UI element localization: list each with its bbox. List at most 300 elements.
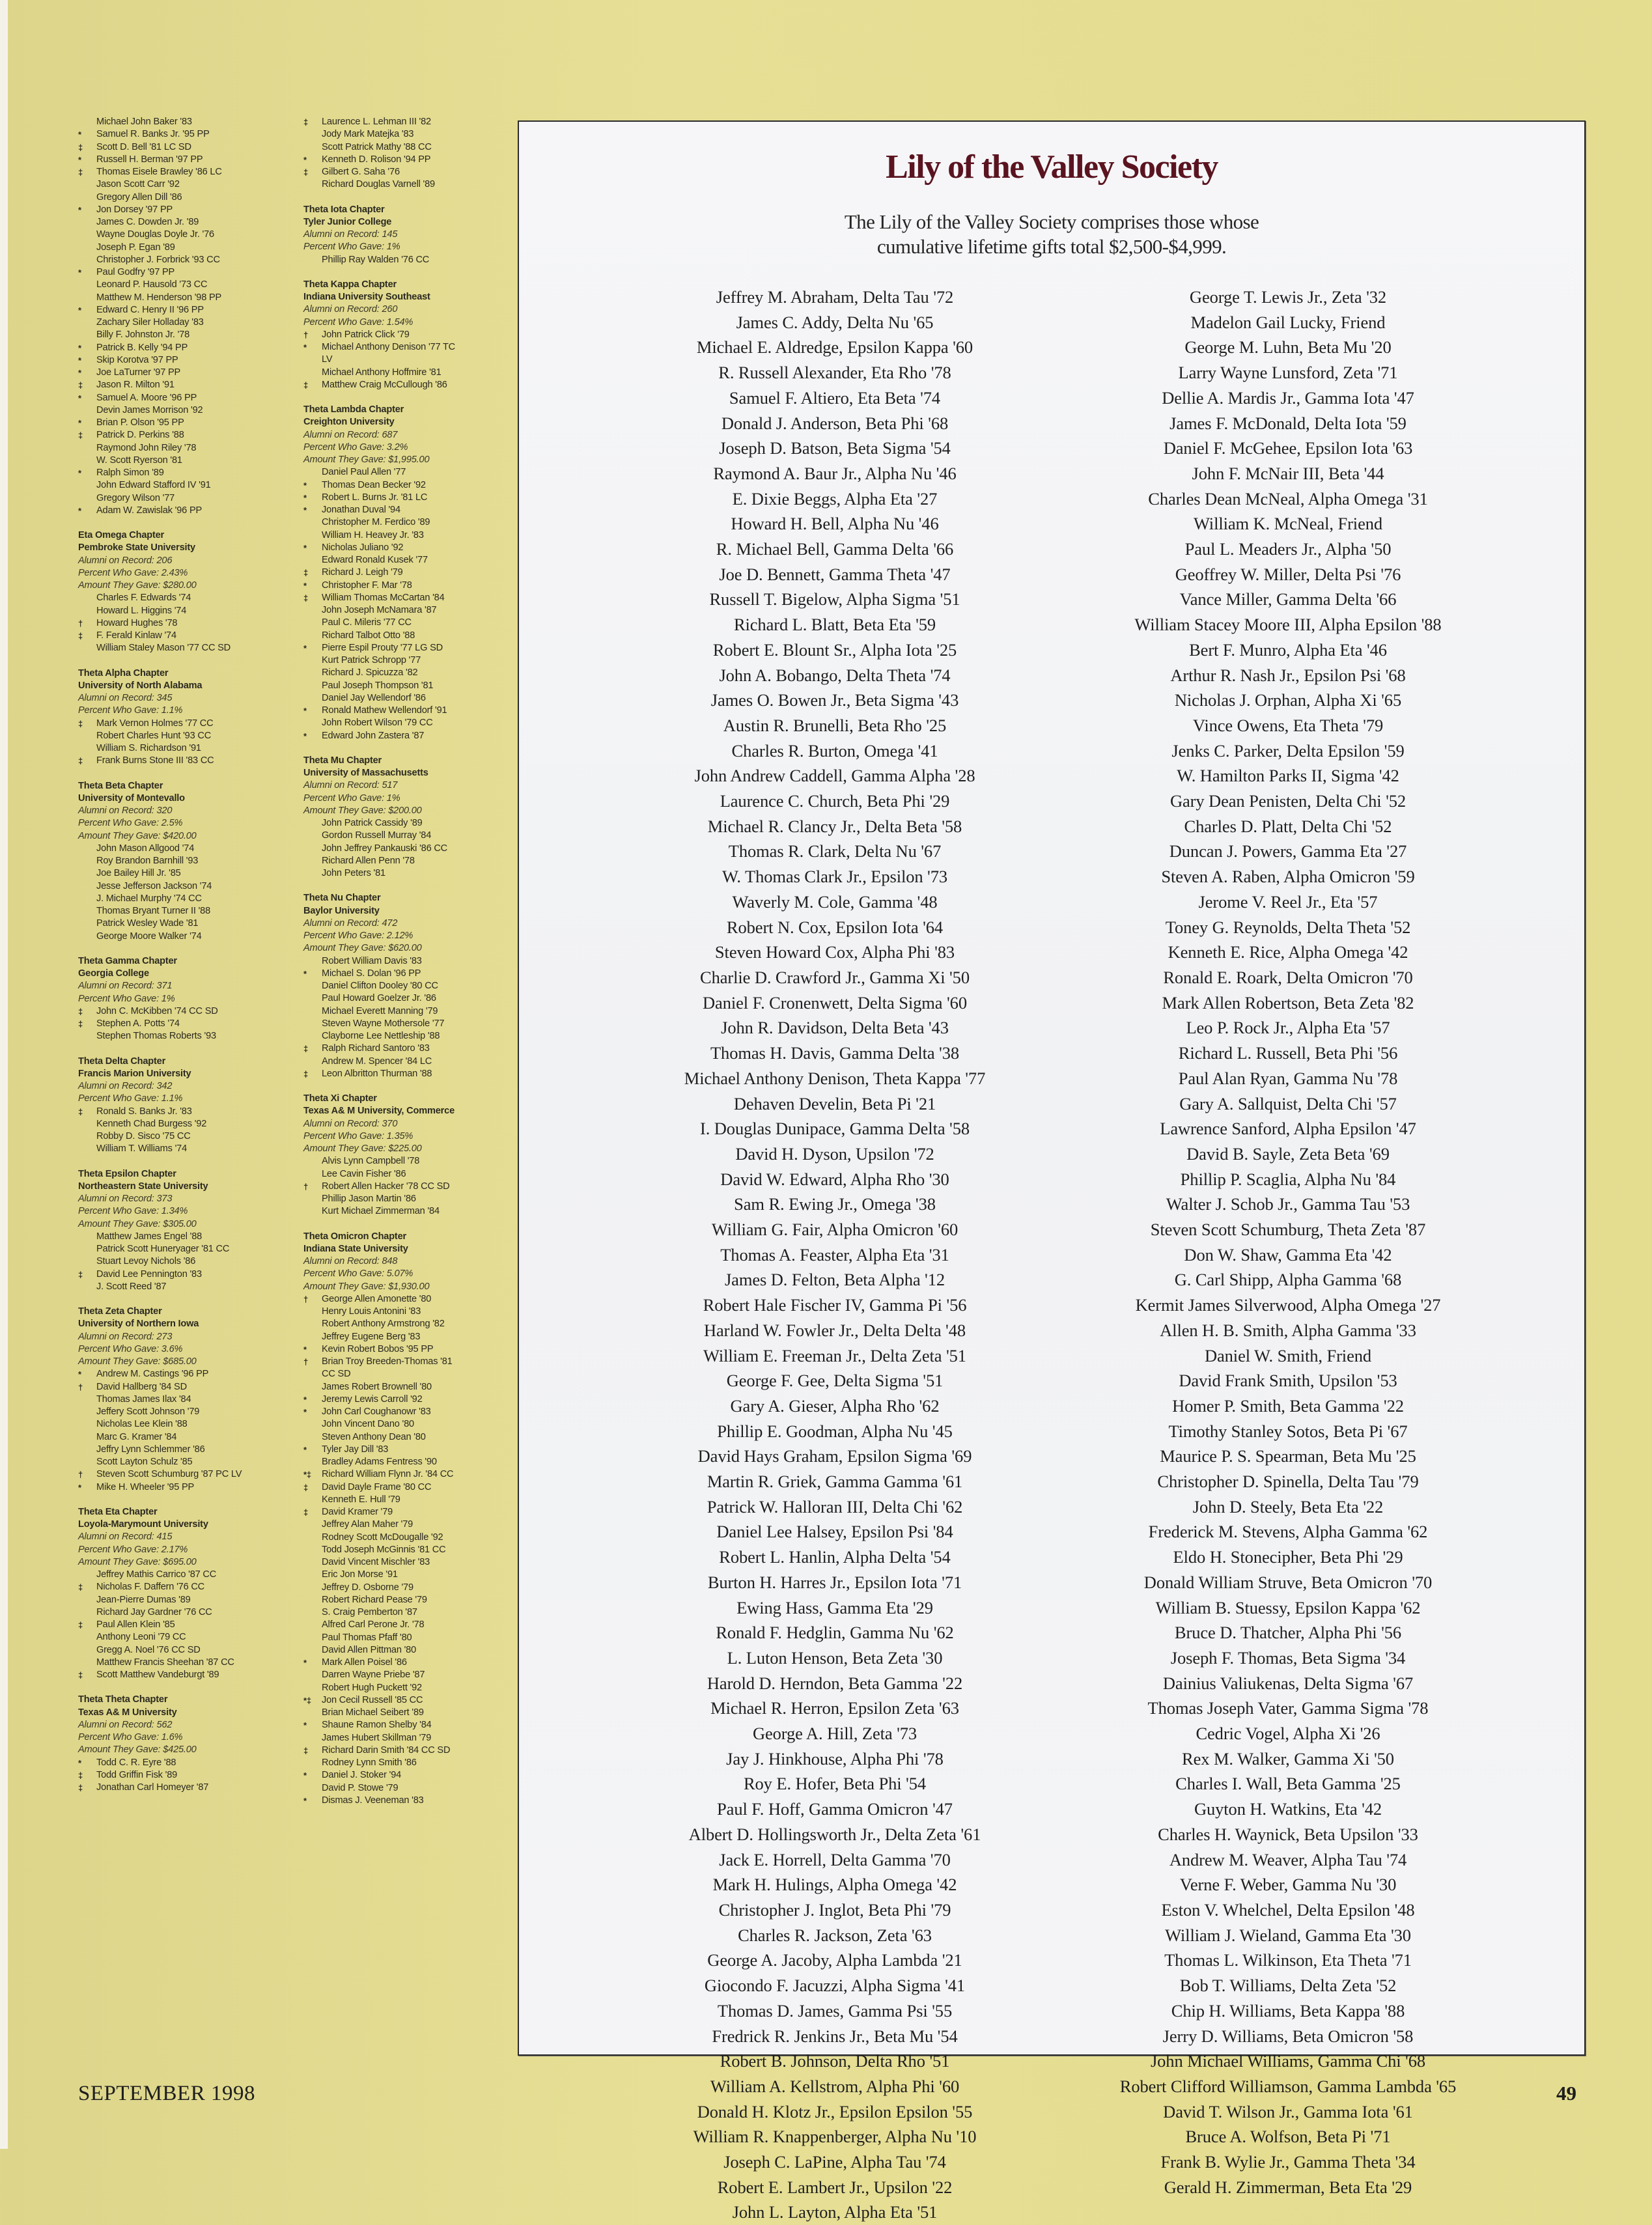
society-member: Robert E. Blount Sr., Alpha Iota '25 bbox=[712, 639, 957, 660]
society-member: George F. Gee, Delta Sigma '51 bbox=[726, 1371, 944, 1391]
member-name: David Allen Pittman '80 bbox=[322, 1644, 417, 1655]
chapter-title: Theta Epsilon Chapter bbox=[78, 1168, 176, 1179]
double-dagger-icon: ‡ bbox=[303, 167, 309, 177]
chapter-school: Loyola-Marymount University bbox=[78, 1519, 208, 1530]
member-name: Thomas James Ilax '84 bbox=[96, 1393, 191, 1405]
society-member: Roy E. Hofer, Beta Phi '54 bbox=[743, 1774, 927, 1794]
chapter-stat: Amount They Gave: $1,995.00 bbox=[303, 455, 430, 465]
member-name: Jon Cecil Russell '85 CC bbox=[322, 1694, 423, 1705]
member-name: Darren Wayne Priebe '87 bbox=[322, 1670, 425, 1681]
member-entry bbox=[303, 1318, 518, 1330]
society-member: Giocondo F. Jacuzzi, Alpha Sigma '41 bbox=[704, 1976, 966, 1996]
chapter-stat: Alumni on Record: 415 bbox=[78, 1532, 173, 1543]
member-entry bbox=[78, 1782, 293, 1794]
society-member: Ewing Hass, Gamma Eta '29 bbox=[736, 1597, 933, 1617]
member-entry bbox=[78, 905, 293, 917]
member-name: Kenneth Chad Burgess '92 bbox=[96, 1118, 207, 1129]
chapter-school: Creighton University bbox=[303, 417, 395, 428]
double-dagger-icon: ‡ bbox=[303, 568, 309, 578]
member-name: Joseph P. Egan '89 bbox=[96, 242, 175, 253]
member-entry bbox=[303, 1744, 518, 1757]
member-name: John Joseph McNamara '87 bbox=[322, 605, 437, 615]
member-name: Richard J. Spicuzza '82 bbox=[322, 667, 418, 679]
member-entry bbox=[303, 1331, 518, 1343]
society-member: David B. Sayle, Zeta Beta '69 bbox=[1186, 1143, 1390, 1164]
member-entry bbox=[303, 667, 518, 679]
member-name: Jean-Pierre Dumas '89 bbox=[96, 1594, 191, 1605]
chapter-stat: Alumni on Record: 848 bbox=[303, 1256, 398, 1266]
member-entry bbox=[303, 1293, 518, 1306]
member-name: Nicholas Juliano '92 bbox=[322, 542, 404, 553]
member-entry bbox=[303, 1518, 518, 1531]
society-member: Charles Dean McNeal, Alpha Omega '31 bbox=[1148, 488, 1428, 509]
society-member: G. Carl Shipp, Alpha Gamma '68 bbox=[1174, 1270, 1402, 1290]
chapter-stat: Percent Who Gave: 3.2% bbox=[303, 441, 408, 453]
chapter-section bbox=[78, 667, 293, 768]
member-entry bbox=[78, 1444, 293, 1456]
double-dagger-icon: ‡ bbox=[303, 380, 309, 390]
chapter-title: Theta Mu Chapter bbox=[303, 755, 382, 766]
member-entry bbox=[303, 1056, 518, 1068]
member-entry bbox=[303, 843, 518, 855]
member-entry bbox=[78, 1143, 293, 1155]
member-entry bbox=[303, 341, 518, 354]
member-entry bbox=[303, 955, 518, 968]
member-name: William Thomas McCartan '84 bbox=[322, 592, 445, 603]
society-member: Thomas A. Feaster, Alpha Eta '31 bbox=[720, 1244, 949, 1265]
member-name: Robert William Davis '83 bbox=[322, 955, 422, 966]
chapter-section bbox=[78, 780, 293, 943]
member-name: Todd Griffin Fisk '89 bbox=[96, 1769, 178, 1780]
asterisk-icon: * bbox=[303, 706, 307, 716]
member-name: Robby D. Sisco '75 CC bbox=[96, 1131, 191, 1141]
society-member: Jeffrey M. Abraham, Delta Tau '72 bbox=[716, 287, 954, 307]
double-dagger-icon: ‡ bbox=[303, 1507, 309, 1517]
society-title: Lily of the Valley Society bbox=[886, 148, 1218, 186]
member-name: Robert Hugh Puckett '92 bbox=[322, 1682, 422, 1693]
chapter-stat: Percent Who Gave: 1.34% bbox=[78, 1206, 188, 1217]
double-dagger-icon: ‡ bbox=[78, 380, 83, 391]
chapter-stat: Amount They Gave: $225.00 bbox=[303, 1143, 422, 1154]
member-entry bbox=[78, 1657, 293, 1669]
continuation-list bbox=[78, 116, 293, 517]
chapter-section bbox=[303, 755, 518, 880]
member-entry bbox=[78, 242, 293, 254]
member-entry bbox=[303, 1757, 518, 1769]
asterisk-icon: * bbox=[303, 1795, 307, 1806]
member-entry bbox=[303, 178, 518, 191]
chapter-section bbox=[303, 404, 518, 742]
society-member: Albert D. Hollingsworth Jr., Delta Zeta '61 bbox=[688, 1824, 981, 1844]
society-member: Thomas L. Wilkinson, Eta Theta '71 bbox=[1164, 1950, 1412, 1970]
member-name: Richard Talbot Otto '88 bbox=[322, 630, 415, 641]
society-member: Robert B. Johnson, Delta Rho '51 bbox=[720, 2051, 950, 2071]
member-name: Jeffery Scott Johnson '79 bbox=[96, 1406, 200, 1417]
chapter-school: Tyler Junior College bbox=[303, 216, 392, 227]
member-entry bbox=[78, 442, 293, 455]
member-name: Paul C. Mileris '77 CC bbox=[322, 617, 412, 628]
member-entry bbox=[78, 1106, 293, 1118]
society-member: Phillip P. Scaglia, Alpha Nu '84 bbox=[1180, 1169, 1396, 1189]
society-member: Russell T. Bigelow, Alpha Sigma '51 bbox=[709, 589, 960, 609]
chapter-title: Theta Delta Chapter bbox=[78, 1056, 166, 1067]
asterisk-icon: * bbox=[78, 418, 81, 428]
member-name: Jody Mark Matejka '83 bbox=[322, 129, 414, 140]
member-name: Richard Darin Smith '84 CC SD bbox=[322, 1744, 451, 1756]
member-name: John Robert Wilson '79 CC bbox=[322, 718, 433, 729]
description-line-1: The Lily of the Valley Society comprises those whose bbox=[844, 210, 1259, 233]
member-name: Scott D. Bell '81 LC SD bbox=[96, 141, 191, 152]
member-name: John Edward Stafford IV '91 bbox=[96, 480, 211, 491]
member-name: Phillip Jason Martin '86 bbox=[322, 1194, 416, 1204]
member-name: Daniel Paul Allen '77 bbox=[322, 467, 406, 478]
society-member: Larry Wayne Lunsford, Zeta '71 bbox=[1178, 363, 1398, 383]
member-name: Matthew Francis Sheehan '87 CC bbox=[96, 1657, 234, 1668]
member-entry bbox=[303, 604, 518, 617]
chapter-title: Theta Eta Chapter bbox=[78, 1506, 158, 1517]
member-entry bbox=[78, 367, 293, 379]
asterisk-icon: * bbox=[78, 355, 81, 365]
chapter-stat: Alumni on Record: 687 bbox=[303, 429, 398, 440]
society-member: James D. Felton, Beta Alpha '12 bbox=[724, 1270, 945, 1290]
member-name: Howard L. Higgins '74 bbox=[96, 605, 187, 616]
member-entry bbox=[303, 554, 518, 567]
chapter-title: Theta Zeta Chapter bbox=[78, 1306, 162, 1317]
society-member: William J. Wieland, Gamma Eta '30 bbox=[1165, 1925, 1411, 1945]
member-name: Laurence L. Lehman III '82 bbox=[322, 117, 431, 127]
chapter-title: Theta Alpha Chapter bbox=[78, 667, 169, 679]
member-entry bbox=[78, 1268, 293, 1281]
society-member: Thomas H. Davis, Gamma Delta '38 bbox=[710, 1043, 960, 1063]
member-entry bbox=[78, 931, 293, 943]
member-entry bbox=[78, 855, 293, 867]
member-entry bbox=[78, 605, 293, 617]
member-entry bbox=[78, 404, 293, 417]
member-entry bbox=[303, 1205, 518, 1218]
double-dagger-icon: ‡ bbox=[78, 1269, 83, 1280]
society-member: L. Luton Henson, Beta Zeta '30 bbox=[727, 1647, 943, 1668]
chapter-stat: Percent Who Gave: 2.17% bbox=[78, 1544, 188, 1555]
member-entry bbox=[303, 1719, 518, 1731]
member-name: Paul Howard Goelzer Jr. '86 bbox=[322, 993, 436, 1004]
member-name: Patrick Scott Huneryager '81 CC bbox=[96, 1244, 230, 1254]
chapter-title: Theta Omicron Chapter bbox=[303, 1231, 406, 1242]
member-name: Mark Vernon Holmes '77 CC bbox=[96, 718, 214, 729]
member-entry bbox=[303, 1669, 518, 1681]
member-name: Billy F. Johnston Jr. '78 bbox=[96, 329, 189, 341]
double-dagger-icon: ‡ bbox=[303, 1745, 309, 1756]
society-member: Patrick W. Halloran III, Delta Chi '62 bbox=[707, 1496, 963, 1517]
member-name: David Dayle Frame '80 CC bbox=[322, 1481, 432, 1492]
member-name: David P. Stowe '79 bbox=[322, 1782, 399, 1793]
dagger-icon: † bbox=[303, 329, 309, 340]
chapter-section bbox=[78, 1306, 293, 1494]
chapter-stat: Alumni on Record: 206 bbox=[78, 555, 173, 566]
society-member: Phillip E. Goodman, Alpha Nu '45 bbox=[717, 1421, 953, 1441]
member-entry bbox=[303, 980, 518, 992]
chapter-school: Georgia College bbox=[78, 968, 149, 979]
chapter-stat: Amount They Gave: $420.00 bbox=[78, 830, 197, 841]
member-entry bbox=[78, 304, 293, 316]
member-entry bbox=[303, 254, 518, 266]
member-name: Alfred Carl Perone Jr. '78 bbox=[322, 1619, 425, 1630]
chapter-school: Baylor University bbox=[303, 905, 380, 916]
asterisk-icon: * bbox=[303, 1344, 307, 1354]
member-entry bbox=[78, 342, 293, 354]
member-name: David Lee Pennington '83 bbox=[96, 1268, 202, 1280]
asterisk-icon: * bbox=[303, 154, 307, 165]
member-entry bbox=[78, 1118, 293, 1130]
member-name: Jeremy Lewis Carroll '92 bbox=[322, 1393, 423, 1405]
chapter-stat: Percent Who Gave: 1.6% bbox=[78, 1732, 183, 1742]
society-member: Harland W. Fowler Jr., Delta Delta '48 bbox=[703, 1320, 966, 1340]
asterisk-icon: * bbox=[78, 1757, 81, 1768]
asterisk-icon: * bbox=[78, 305, 81, 315]
member-entry bbox=[78, 1757, 293, 1769]
society-member: Joseph C. LaPine, Alpha Tau '74 bbox=[723, 2152, 946, 2172]
society-member: Donald J. Anderson, Beta Phi '68 bbox=[721, 413, 949, 433]
member-name: Alvis Lynn Campbell '78 bbox=[322, 1156, 420, 1167]
member-name: Gregg A. Noel '76 CC SD bbox=[96, 1644, 201, 1655]
dagger-icon: † bbox=[78, 618, 83, 628]
member-entry bbox=[78, 1130, 293, 1143]
member-name: Steven Anthony Dean '80 bbox=[322, 1431, 426, 1442]
chapter-stat: Percent Who Gave: 1% bbox=[78, 993, 175, 1004]
member-name: Scott Layton Schulz '85 bbox=[96, 1457, 193, 1467]
society-member: Kermit James Silverwood, Alpha Omega '27 bbox=[1135, 1295, 1441, 1315]
member-entry bbox=[78, 128, 293, 141]
member-entry bbox=[303, 1418, 518, 1431]
member-name: George Moore Walker '74 bbox=[96, 931, 202, 942]
member-name: Samuel A. Moore '96 PP bbox=[96, 392, 197, 403]
chapter-stat: Amount They Gave: $695.00 bbox=[78, 1556, 197, 1567]
member-name: Stephen A. Potts '74 bbox=[96, 1018, 180, 1029]
chapter-stat: Amount They Gave: $200.00 bbox=[303, 805, 422, 816]
asterisk-icon: * bbox=[303, 343, 307, 352]
member-name: Paul Thomas Pfaff '80 bbox=[322, 1632, 412, 1643]
member-name: Andrew M. Spencer '84 LC bbox=[322, 1056, 432, 1067]
member-name: Ronald S. Banks Jr. '83 bbox=[96, 1106, 192, 1117]
member-entry bbox=[78, 216, 293, 229]
society-member: W. Hamilton Parks II, Sigma '42 bbox=[1177, 766, 1399, 786]
member-entry bbox=[303, 1532, 518, 1544]
member-name: Thomas Bryant Turner II '88 bbox=[96, 906, 211, 916]
asterisk-icon: * bbox=[303, 542, 307, 553]
chapter-stat: Percent Who Gave: 1% bbox=[303, 242, 400, 253]
chapter-school: Texas A& M University, Commerce bbox=[303, 1106, 455, 1117]
member-entry bbox=[78, 1243, 293, 1255]
member-entry bbox=[303, 992, 518, 1005]
society-member: Thomas R. Clark, Delta Nu '67 bbox=[728, 841, 942, 861]
society-member: Gary Dean Penisten, Delta Chi '52 bbox=[1169, 791, 1407, 811]
society-member: Robert Hale Fischer IV, Gamma Pi '56 bbox=[703, 1295, 967, 1315]
member-name: Leonard P. Hausold '73 CC bbox=[96, 279, 208, 290]
asterisk-icon: * bbox=[303, 580, 307, 591]
member-name: John Patrick Cassidy '89 bbox=[322, 818, 423, 828]
member-name: Michael Anthony Denison '77 TC bbox=[322, 342, 456, 352]
society-member: George A. Hill, Zeta '73 bbox=[752, 1724, 917, 1744]
double-dagger-icon: ‡ bbox=[78, 1783, 83, 1793]
member-name: Charles F. Edwards '74 bbox=[96, 593, 191, 604]
member-name: John Patrick Click '79 bbox=[322, 329, 410, 340]
member-name: Edward John Zastera '87 bbox=[322, 730, 425, 741]
member-name: J. Scott Reed '87 bbox=[96, 1281, 167, 1292]
member-entry bbox=[303, 379, 518, 391]
society-member: Nicholas J. Orphan, Alpha Xi '65 bbox=[1174, 690, 1402, 710]
member-name: CC SD bbox=[322, 1369, 351, 1380]
member-entry bbox=[78, 1406, 293, 1418]
member-name: David Hallberg '84 SD bbox=[96, 1381, 187, 1392]
member-entry bbox=[303, 166, 518, 178]
member-name: Matthew James Engel '88 bbox=[96, 1231, 203, 1242]
member-entry bbox=[303, 504, 518, 516]
member-name: Robert Richard Pease '79 bbox=[322, 1594, 427, 1605]
member-name: Kenneth E. Hull '79 bbox=[322, 1494, 400, 1505]
society-member: David Hays Graham, Epsilon Sigma '69 bbox=[697, 1446, 972, 1466]
society-member: Dellie A. Mardis Jr., Gamma Iota '47 bbox=[1162, 387, 1414, 408]
member-name: Jonathan Carl Homeyer '87 bbox=[96, 1782, 209, 1793]
member-entry bbox=[303, 968, 518, 980]
member-name: Andrew M. Castings '96 PP bbox=[96, 1369, 209, 1380]
chapter-school: Northeastern State University bbox=[78, 1181, 208, 1192]
member-name: Daniel Jay Wellendorf '86 bbox=[322, 692, 426, 703]
member-entry bbox=[78, 1619, 293, 1631]
society-member: Charles R. Burton, Omega '41 bbox=[731, 740, 938, 761]
society-member: William A. Kellstrom, Alpha Phi '60 bbox=[710, 2076, 960, 2096]
society-member: Don W. Shaw, Gamma Eta '42 bbox=[1184, 1244, 1392, 1265]
society-member: David Frank Smith, Upsilon '53 bbox=[1179, 1371, 1397, 1391]
member-entry bbox=[78, 1030, 293, 1043]
chapter-school: University of North Alabama bbox=[78, 680, 203, 691]
double-dagger-icon: ‡ bbox=[303, 1044, 309, 1054]
society-member: David W. Edward, Alpha Rho '30 bbox=[720, 1169, 949, 1189]
member-name: Rodney Lynn Smith '86 bbox=[322, 1757, 417, 1768]
chapter-stat: Amount They Gave: $1,930.00 bbox=[303, 1281, 430, 1292]
chapter-title: Theta Theta Chapter bbox=[78, 1694, 168, 1705]
chapter-list-column-1 bbox=[78, 116, 293, 1794]
society-names-left bbox=[578, 285, 1092, 2225]
society-member: E. Dixie Beggs, Alpha Eta '27 bbox=[732, 488, 938, 509]
chapter-title: Theta Beta Chapter bbox=[78, 780, 163, 791]
member-entry bbox=[78, 730, 293, 742]
member-name: Robert Allen Hacker '78 CC SD bbox=[322, 1181, 450, 1192]
society-member: Charles H. Waynick, Beta Upsilon '33 bbox=[1158, 1824, 1418, 1844]
society-member: Charles R. Jackson, Zeta '63 bbox=[738, 1925, 932, 1945]
member-entry bbox=[303, 817, 518, 830]
member-entry bbox=[78, 316, 293, 329]
member-entry bbox=[303, 1406, 518, 1418]
member-entry bbox=[303, 1068, 518, 1080]
member-name: Kurt Patrick Schropp '77 bbox=[322, 655, 421, 665]
society-member: Daniel W. Smith, Friend bbox=[1204, 1345, 1372, 1365]
chapter-sections bbox=[303, 204, 518, 1808]
member-name: Patrick Wesley Wade '81 bbox=[96, 918, 199, 929]
member-entry bbox=[303, 705, 518, 717]
member-name: Brian Michael Seibert '89 bbox=[322, 1707, 424, 1718]
member-entry bbox=[78, 1606, 293, 1619]
chapter-stat: Alumni on Record: 145 bbox=[303, 229, 398, 240]
member-name: Richard Jay Gardner '76 CC bbox=[96, 1606, 212, 1617]
chapter-stat: Percent Who Gave: 2.43% bbox=[78, 567, 188, 578]
member-entry bbox=[78, 1581, 293, 1593]
member-name: Shaune Ramon Shelby '84 bbox=[322, 1720, 432, 1731]
double-dagger-icon: ‡ bbox=[303, 593, 309, 603]
chapter-stat: Percent Who Gave: 5.07% bbox=[303, 1268, 413, 1280]
member-name: Gregory Allen Dill '86 bbox=[96, 191, 182, 203]
dagger-icon: † bbox=[303, 1181, 309, 1192]
member-entry bbox=[303, 1657, 518, 1669]
member-name: Michael Everett Manning '79 bbox=[322, 1005, 438, 1016]
society-member: Samuel F. Altiero, Eta Beta '74 bbox=[729, 387, 941, 408]
member-name: Edward C. Henry II '96 PP bbox=[96, 304, 204, 315]
society-member: Allen H. B. Smith, Alpha Gamma '33 bbox=[1160, 1320, 1416, 1340]
member-entry bbox=[78, 1368, 293, 1380]
member-name: Scott Patrick Mathy '88 CC bbox=[322, 141, 432, 152]
member-entry bbox=[78, 292, 293, 304]
member-name: Anthony Leoni '79 CC bbox=[96, 1632, 186, 1643]
member-entry bbox=[303, 1606, 518, 1619]
asterisk-icon: * bbox=[303, 480, 307, 490]
member-entry bbox=[303, 1168, 518, 1181]
chapter-stat: Percent Who Gave: 2.5% bbox=[78, 818, 183, 829]
member-name: John Peters '81 bbox=[322, 868, 385, 878]
member-name: Todd C. R. Eyre '88 bbox=[96, 1757, 176, 1768]
member-entry bbox=[78, 1005, 293, 1018]
member-entry bbox=[303, 466, 518, 479]
member-entry bbox=[78, 379, 293, 391]
member-name: William Staley Mason '77 CC SD bbox=[96, 643, 231, 654]
member-name: Ronald Mathew Wellendorf '91 bbox=[322, 705, 447, 716]
chapter-stat: Amount They Gave: $280.00 bbox=[78, 580, 197, 591]
chapter-stat: Alumni on Record: 373 bbox=[78, 1194, 173, 1204]
member-entry bbox=[78, 1481, 293, 1494]
member-name: Scott Matthew Vandeburgt '89 bbox=[96, 1670, 219, 1680]
chapter-title: Theta Iota Chapter bbox=[303, 204, 385, 215]
member-entry bbox=[78, 755, 293, 767]
member-entry bbox=[78, 417, 293, 429]
society-member: Arthur R. Nash Jr., Epsilon Psi '68 bbox=[1170, 665, 1406, 685]
society-member: Bert F. Munro, Alpha Eta '46 bbox=[1189, 639, 1387, 660]
society-member: Burton H. Harres Jr., Epsilon Iota '71 bbox=[707, 1572, 962, 1592]
member-name: Dismas J. Veeneman '83 bbox=[322, 1795, 424, 1806]
asterisk-icon: * bbox=[78, 268, 81, 277]
member-name: W. Scott Ryerson '81 bbox=[96, 455, 182, 466]
member-name: John Vincent Dano '80 bbox=[322, 1419, 414, 1430]
society-member: Eldo H. Stonecipher, Beta Phi '29 bbox=[1173, 1547, 1403, 1567]
asterisk-icon: * bbox=[303, 968, 307, 979]
society-member: Rex M. Walker, Gamma Xi '50 bbox=[1182, 1748, 1394, 1769]
member-name: Marc G. Kramer '84 bbox=[96, 1431, 177, 1442]
society-member: William Stacey Moore III, Alpha Epsilon '88 bbox=[1134, 615, 1442, 635]
member-entry bbox=[303, 154, 518, 166]
member-name: J. Michael Murphy '74 CC bbox=[96, 893, 202, 904]
double-dagger-icon: ‡ bbox=[78, 1106, 83, 1117]
chapter-school: University of Massachusetts bbox=[303, 768, 428, 778]
society-member: David T. Wilson Jr., Gamma Iota '61 bbox=[1163, 2101, 1413, 2121]
society-member: John R. Davidson, Delta Beta '43 bbox=[721, 1018, 949, 1038]
member-name: Nicholas F. Daffern '76 CC bbox=[96, 1582, 205, 1593]
society-member: Verne F. Weber, Gamma Nu '30 bbox=[1179, 1875, 1397, 1895]
member-entry bbox=[303, 1556, 518, 1569]
member-name: Gregory Wilson '77 bbox=[96, 492, 175, 503]
member-name: Richard William Flynn Jr. '84 CC bbox=[322, 1469, 454, 1480]
member-entry bbox=[303, 692, 518, 705]
chapter-list-column-2 bbox=[303, 116, 518, 1807]
society-member: Guyton H. Watkins, Eta '42 bbox=[1194, 1799, 1382, 1819]
member-name: John Carl Coughanowr '83 bbox=[322, 1406, 431, 1417]
society-member: Howard H. Bell, Alpha Nu '46 bbox=[731, 514, 939, 534]
double-dagger-icon: ‡ bbox=[78, 430, 83, 441]
